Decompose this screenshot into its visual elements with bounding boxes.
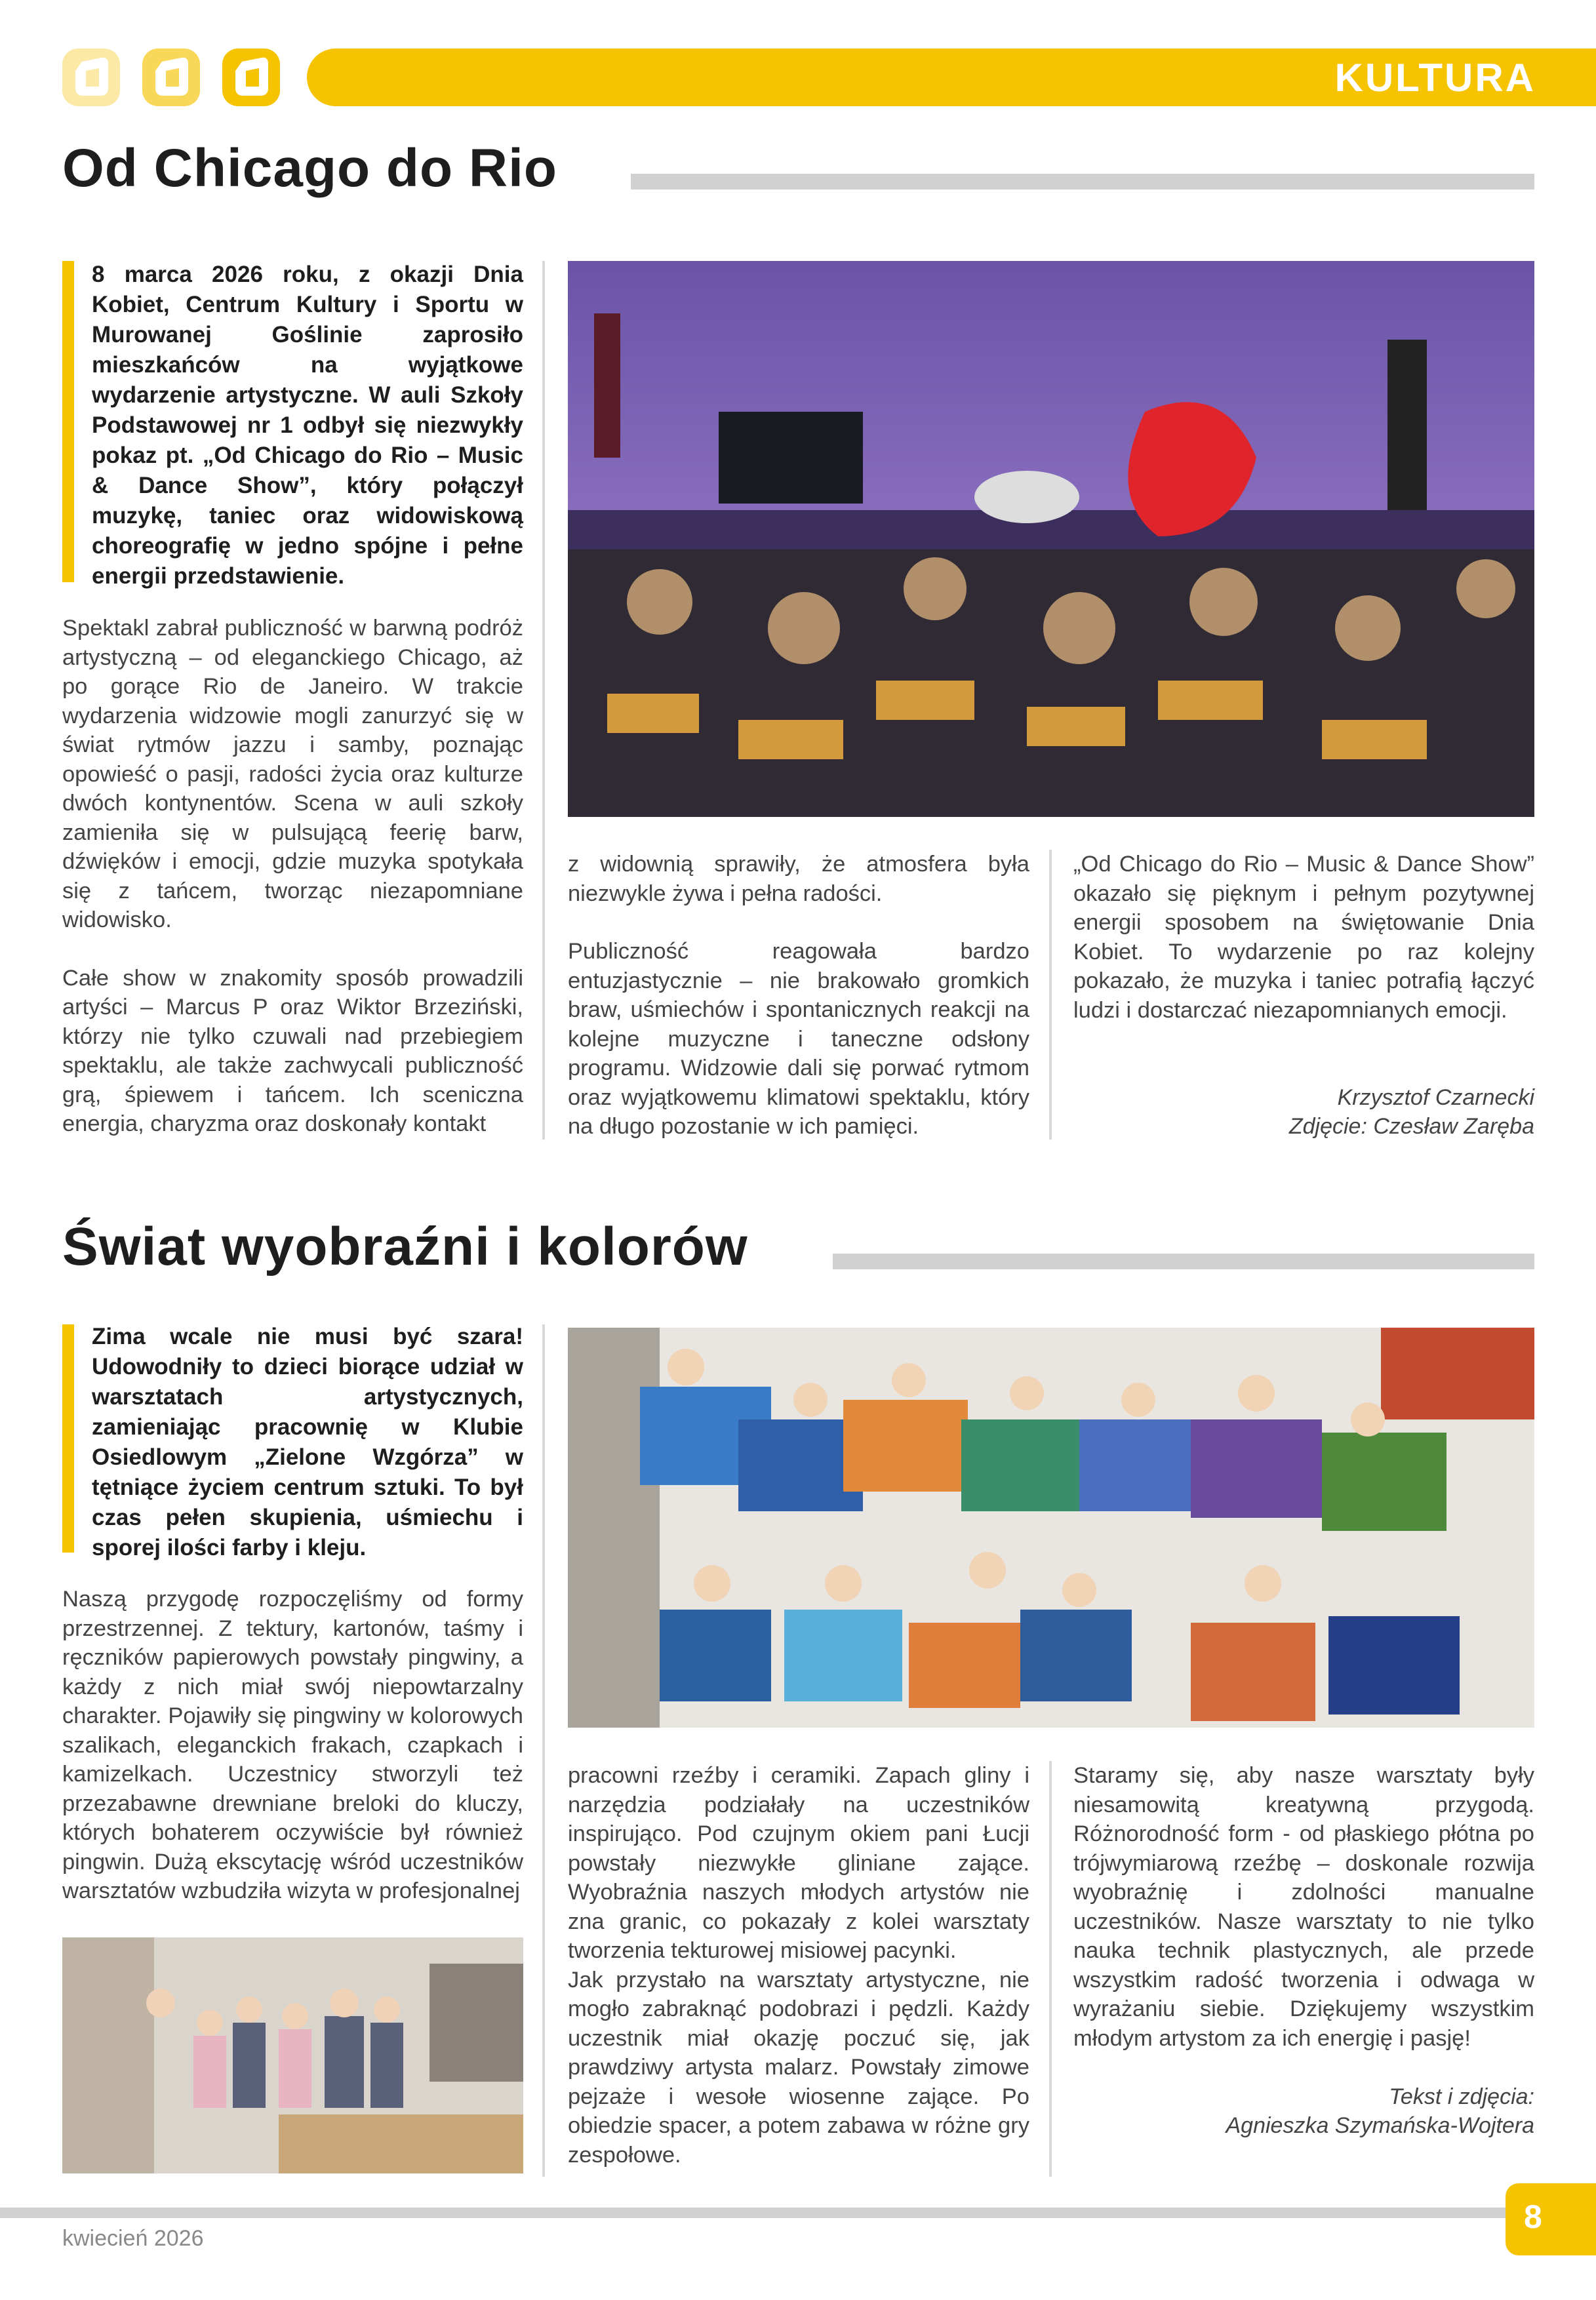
author-name: Agnieszka Szymańska-Wojtera <box>1226 2113 1534 2138</box>
section-label: KULTURA <box>1334 56 1536 100</box>
paragraph: Spektakl zabrał publiczność w barwną podróż artystyczną – od eleganckiego Chicago, aż po gorące Rio de Janeiro. W trakcie wydarzenia widzowie mogli zanurzyć się w świat rytmów jazzu i samby, poznając opowieść o pasji, radości życia oraz kulturze dwóch kontynentów. Scena w auli szkoły zamieniła się w pulsującą feerię barw, dźwięków i emocji, gdzie muzyka spotykała się z tańcem, tworząc niezapomniane widowisko. <box>62 616 523 932</box>
paragraph: Publiczność reagowała bardzo entuzjastycznie – nie brakowało gromkich braw, uśmiechów i spontanicznych reakcji na kolejne muzyczne i taneczne odsłony programu. Widzowie dali się porwać rytmom oraz wyjątkowemu klimatowi spektaklu, który na długo pozostanie w ich pamięci. <box>568 939 1029 1139</box>
column-divider <box>1049 850 1052 1140</box>
article-column-2 <box>568 1761 1029 2198</box>
issue-date: kwiecień 2026 <box>62 2226 204 2251</box>
article-title: Świat wyobraźni i kolorów <box>62 1217 748 1277</box>
column-divider <box>542 261 545 1140</box>
paragraph: Staramy się, aby nasze warsztaty były niesamowitą kreatywną przygodą. Różnorodność form - od płaskiego płótna po trójwymiarową rzeźbę – doskonale rozwija wyobraźnię i zdolności manualne uczestników. Nasze warsztaty to nie tylko nauka technik plastycznych, ale przede wszystkim radość tworzenia i odwaga w wyrażaniu siebie. Dziękujemy wszystkim młodym artystom za ich energię i pasję! <box>1073 1763 1534 2051</box>
author-signature <box>1073 2082 1534 2140</box>
children-paintings-photo <box>568 1328 1534 1728</box>
section-header-bar <box>307 49 1596 106</box>
article-title: Od Chicago do Rio <box>62 138 557 198</box>
title-divider <box>833 1254 1534 1269</box>
logo-icon <box>142 49 200 106</box>
paragraph: pracowni rzeźby i ceramiki. Zapach gliny i narzędzia podziałały na uczestników inspirująco. Pod czujnym okiem pani Łucji powstały niezwykłe gliniane zające. Wyobraźnia naszych młodych artystów nie zna granic, co pokazały z kolei warsztaty tworzenia tekturowej misiowej pacynki. <box>568 1763 1029 1963</box>
footer-bar <box>0 2208 1508 2218</box>
column-divider <box>1049 1761 1052 2177</box>
article-column-3 <box>1073 1761 1534 2082</box>
lead-accent-bar <box>62 261 74 582</box>
logo-icon <box>62 49 120 106</box>
concert-photo <box>568 261 1534 817</box>
article-lead: Zima wcale nie musi być szara! Udowodniły to dzieci biorące udział w warsztatach artystycznych, zamieniając pracownię w Klubie Osiedlowym „Zielone Wzgórza” w tętniące życiem centrum sztuki. To był czas pełen skupienia, uśmiechu i sporej ilości farby i kleju. <box>92 1324 523 1560</box>
paragraph: Całe show w znakomity sposób prowadzili artyści – Marcus P oraz Wiktor Brzeziński, którzy nie tylko czuwali nad przebiegiem spektaklu, ale także zachwycali publiczność grą, śpiewem i tańcem. Ich sceniczna energia, charyzma oraz doskonały kontakt <box>62 965 523 1136</box>
paragraph: Naszą przygodę rozpoczęliśmy od formy przestrzennej. Z tektury, kartonów, taśmy i ręczników papierowych powstały pingwiny, a każdy z nich miał swój niepowtarzalny charakter. Pojawiły się pingwiny w kolorowych szalikach, eleganckich frakach, czapkach i kamizelkach. Uczestnicy stworzyli też przezabawne drewniane breloki do kluczy, których bohaterem oczywiście był również pingwin. Dużą ekscytację wśród uczestników warsztatów wzbudziła wizyta w profesjonalnej <box>62 1587 523 1903</box>
logo-icon <box>222 49 280 106</box>
paragraph: z widownią sprawiły, że atmosfera była niezwykle żywa i pełna radości. <box>568 852 1029 906</box>
photo-credit: Zdjęcie: Czesław Zaręba <box>1288 1114 1534 1139</box>
lead-accent-bar <box>62 1324 74 1553</box>
article-lead: 8 marca 2026 roku, z okazji Dnia Kobiet, Centrum Kultury i Sportu w Murowanej Goślinie zaprosiło mieszkańców na wyjątkowe wydarzenie artystyczne. W auli Szkoły Podstawowej nr 1 odbył się niezwykły pokaz pt. „Od Chicago do Rio – Music & Dance Show”, który połączył muzykę, taniec oraz widowiskową choreografię w jedno spójne i pełne energii przedstawienie. <box>92 262 523 589</box>
article-column-2 <box>568 850 1029 1170</box>
paragraph: Jak przystało na warsztaty artystyczne, nie mogło zabraknąć podobrazi i pędzli. Każdy uczestnik miał okazję poczuć się, jak prawdziwy artysta malarz. Powstały zimowe pejzaże i wesołe wiosenne zające. Po obiedzie spacer, a potem zabawa w różne gry zespołowe. <box>568 1967 1029 2168</box>
credit-label: Tekst i zdjęcia: <box>1389 2084 1534 2109</box>
article-column-1 <box>62 1585 523 1935</box>
page-number: 8 <box>1524 2198 1542 2235</box>
title-divider <box>631 174 1534 189</box>
page-number-badge <box>1506 2183 1596 2255</box>
author-signature <box>1073 1083 1534 1141</box>
article-column-3 <box>1073 850 1534 1054</box>
article-column-1 <box>62 614 523 1168</box>
workshop-group-photo <box>62 1937 523 2173</box>
column-divider <box>542 1324 545 2177</box>
paragraph: „Od Chicago do Rio – Music & Dance Show” okazało się pięknym i pełnym pozytywnej energii sposobem na świętowanie Dnia Kobiet. To wydarzenie po raz kolejny pokazało, że muzyka i taniec potrafią łączyć ludzi i dostarczać niezapomnianych emocji. <box>1073 852 1534 1023</box>
author-name: Krzysztof Czarnecki <box>1337 1085 1534 1110</box>
